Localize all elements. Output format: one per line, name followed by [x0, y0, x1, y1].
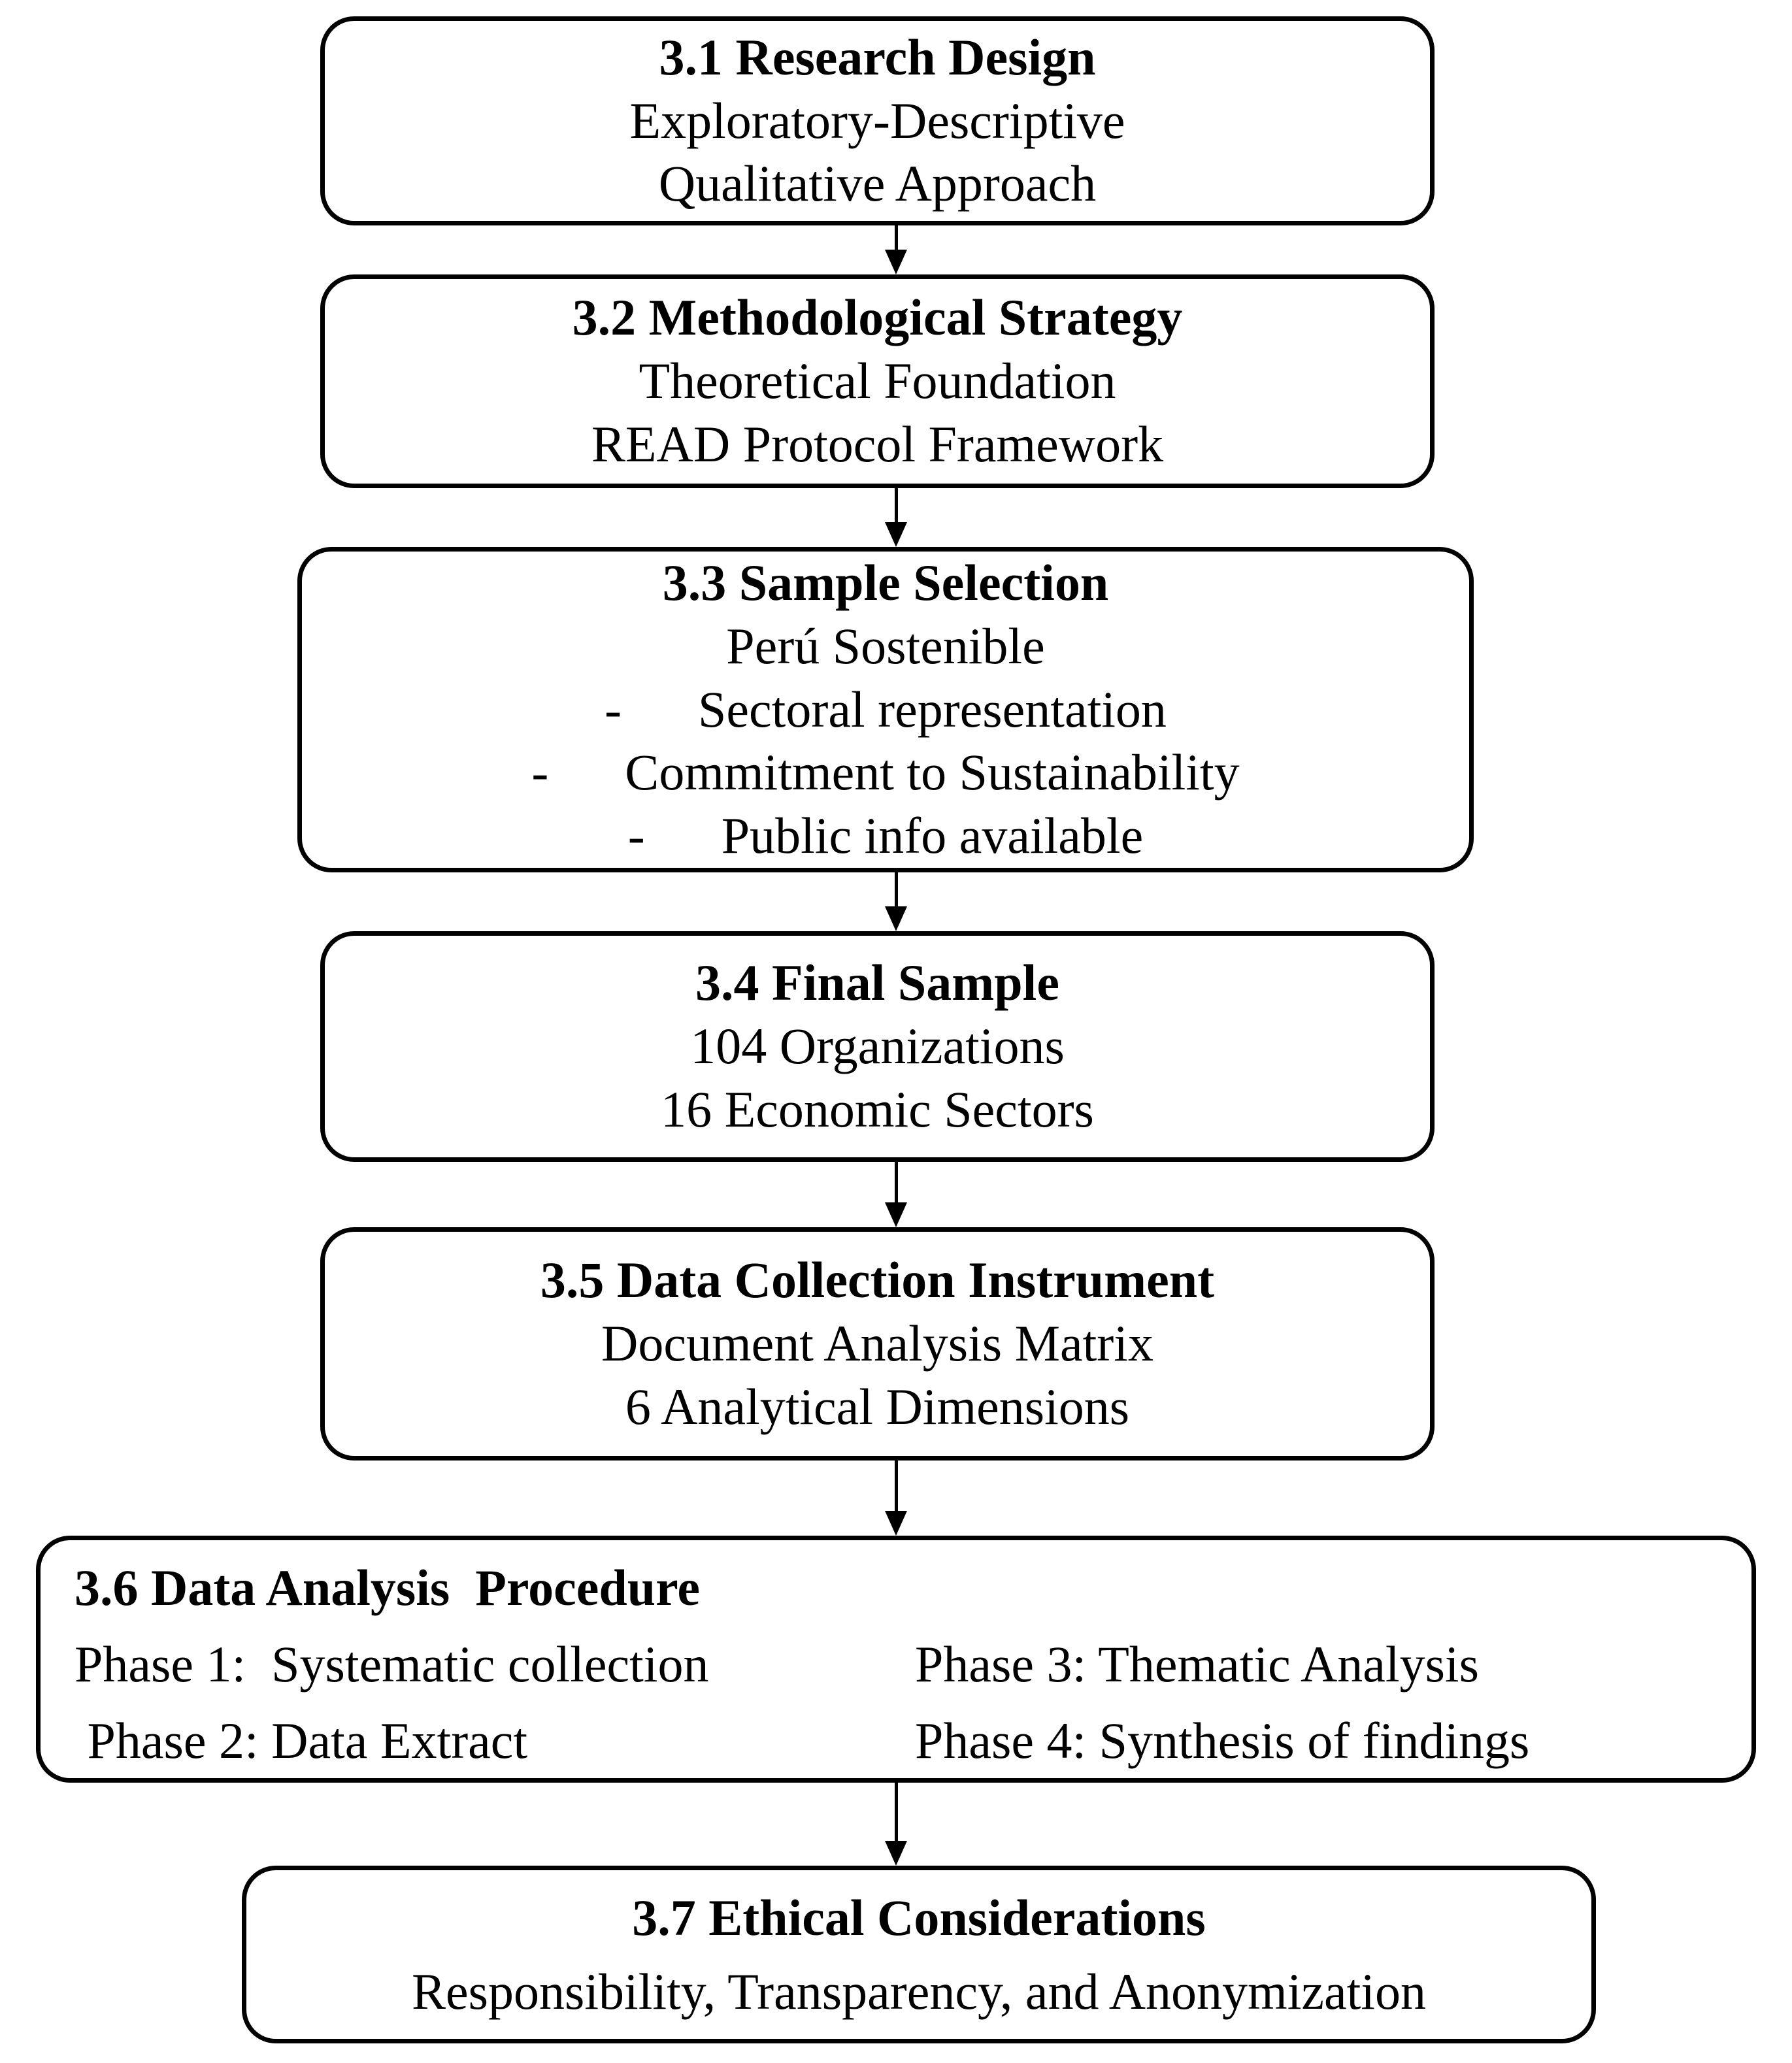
- arrow-head-down-icon: [885, 522, 907, 547]
- box-line: 6 Analytical Dimensions: [625, 1378, 1130, 1435]
- box-line: Exploratory-Descriptive: [629, 91, 1125, 149]
- flow-box-sample-selection: [297, 547, 1474, 872]
- box-line: 104 Organizations: [690, 1017, 1065, 1075]
- box-title: 3.3 Sample Selection: [662, 554, 1109, 612]
- flow-arrow: [884, 1461, 908, 1536]
- box-line: Qualitative Approach: [658, 155, 1097, 212]
- flow-arrow: [884, 488, 908, 547]
- box-title: 3.6 Data Analysis Procedure: [75, 1559, 700, 1616]
- arrow-head-down-icon: [885, 906, 907, 931]
- box-line: 16 Economic Sectors: [661, 1080, 1094, 1138]
- arrow-line: [895, 225, 898, 250]
- box-title: 3.5 Data Collection Instrument: [540, 1251, 1215, 1309]
- phase-2: Phase 2: Data Extract: [75, 1712, 528, 1769]
- arrow-head-down-icon: [885, 1511, 907, 1536]
- phase-1: Phase 1: Systematic collection: [75, 1636, 709, 1692]
- box-bullet-line: - Public info available: [627, 807, 1144, 865]
- arrow-head-down-icon: [885, 250, 907, 274]
- flow-box-final-sample: [320, 931, 1435, 1162]
- flow-box-research-design: [320, 16, 1435, 225]
- flow-arrow: [884, 225, 908, 274]
- flow-arrow: [884, 1783, 908, 1866]
- box-line: Perú Sostenible: [726, 617, 1045, 674]
- box-line: READ Protocol Framework: [591, 415, 1164, 472]
- arrow-line: [895, 488, 898, 522]
- box-bullet-line: - Sectoral representation: [605, 680, 1167, 738]
- flow-box-methodological-strategy: [320, 274, 1435, 488]
- box-line: Document Analysis Matrix: [601, 1315, 1153, 1372]
- flow-box-data-analysis-procedure: [36, 1536, 1756, 1783]
- arrow-line: [895, 1461, 898, 1511]
- flow-box-ethical-considerations: [242, 1866, 1596, 2043]
- box-title: 3.1 Research Design: [659, 28, 1096, 86]
- box-title: 3.7 Ethical Considerations: [632, 1889, 1206, 1946]
- arrow-line: [895, 872, 898, 906]
- phase-3: Phase 3: Thematic Analysis: [915, 1636, 1479, 1692]
- arrow-head-down-icon: [885, 1841, 907, 1866]
- phase-grid: [75, 1626, 1738, 1779]
- box-bullet-line: - Commitment to Sustainability: [531, 744, 1240, 801]
- flow-arrow: [884, 1162, 908, 1227]
- box-title: 3.4 Final Sample: [695, 954, 1059, 1012]
- arrow-line: [895, 1783, 898, 1841]
- flow-box-data-collection-instrument: [320, 1227, 1435, 1461]
- phase-4: Phase 4: Synthesis of findings: [915, 1712, 1530, 1769]
- box-line: Responsibility, Transparency, and Anonymization: [412, 1963, 1426, 2020]
- flow-arrow: [884, 872, 908, 931]
- arrow-head-down-icon: [885, 1202, 907, 1227]
- box-line: Theoretical Foundation: [639, 352, 1116, 410]
- box-title: 3.2 Methodological Strategy: [572, 289, 1183, 346]
- arrow-line: [895, 1162, 898, 1202]
